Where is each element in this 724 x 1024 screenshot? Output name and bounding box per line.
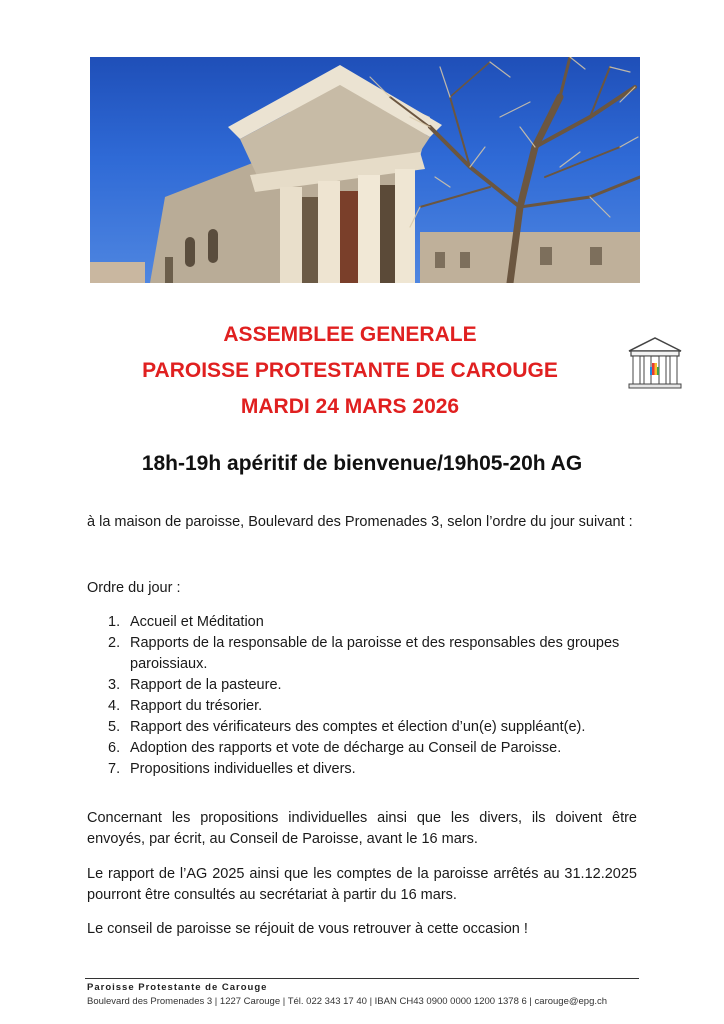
list-item: 3. Rapport de la pasteure. bbox=[108, 677, 282, 693]
rapport-paragraph: Le rapport de l’AG 2025 ainsi que les comptes de la paroisse arrêtés au 31.12.2025 pourront être consultés au secrétariat à partir du 16 mars. bbox=[87, 866, 637, 903]
agenda-list bbox=[108, 612, 648, 780]
church-logo-icon bbox=[625, 335, 685, 393]
title-line-3: MARDI 24 MARS 2026 bbox=[240, 395, 460, 418]
title-line-2: PAROISSE PROTESTANTE DE CAROUGE bbox=[142, 359, 558, 382]
title-line-1: ASSEMBLEE GENERALE bbox=[223, 323, 477, 346]
list-item: 6. Adoption des rapports et vote de décharge au Conseil de Paroisse. bbox=[108, 740, 562, 756]
closing-paragraph: Le conseil de paroisse se réjouit de vous retrouver à cette occasion ! bbox=[87, 921, 528, 937]
church-photo bbox=[90, 57, 640, 283]
footer-divider bbox=[85, 978, 639, 979]
event-schedule: 18h-19h apéritif de bienvenue/19h05-20h AG bbox=[141, 452, 583, 475]
intro-text: à la maison de paroisse, Boulevard des Promenades 3, selon l’ordre du jour suivant : bbox=[87, 514, 633, 530]
footer-contact: Boulevard des Promenades 3 | 1227 Carouge | Tél. 022 343 17 40 | IBAN CH43 0900 0000 1200 1378 6 | carouge@epg.ch bbox=[87, 996, 608, 1007]
agenda-label: Ordre du jour : bbox=[87, 580, 181, 596]
list-item: 7. Propositions individuelles et divers. bbox=[108, 761, 356, 777]
list-item: 5. Rapport des vérificateurs des comptes et élection d’un(e) suppléant(e). bbox=[108, 719, 586, 735]
propositions-paragraph: Concernant les propositions individuelles ainsi que les divers, ils doivent être envoyés, par écrit, au Conseil de Paroisse, avant le 16 mars. bbox=[87, 810, 637, 847]
list-item: 4. Rapport du trésorier. bbox=[108, 698, 263, 714]
list-item: 1. Accueil et Méditation bbox=[108, 614, 264, 630]
footer-organization: Paroisse Protestante de Carouge bbox=[87, 982, 268, 993]
list-item: 2. Rapports de la responsable de la paroisse et des responsables des groupes paroissiaux. bbox=[108, 635, 620, 672]
